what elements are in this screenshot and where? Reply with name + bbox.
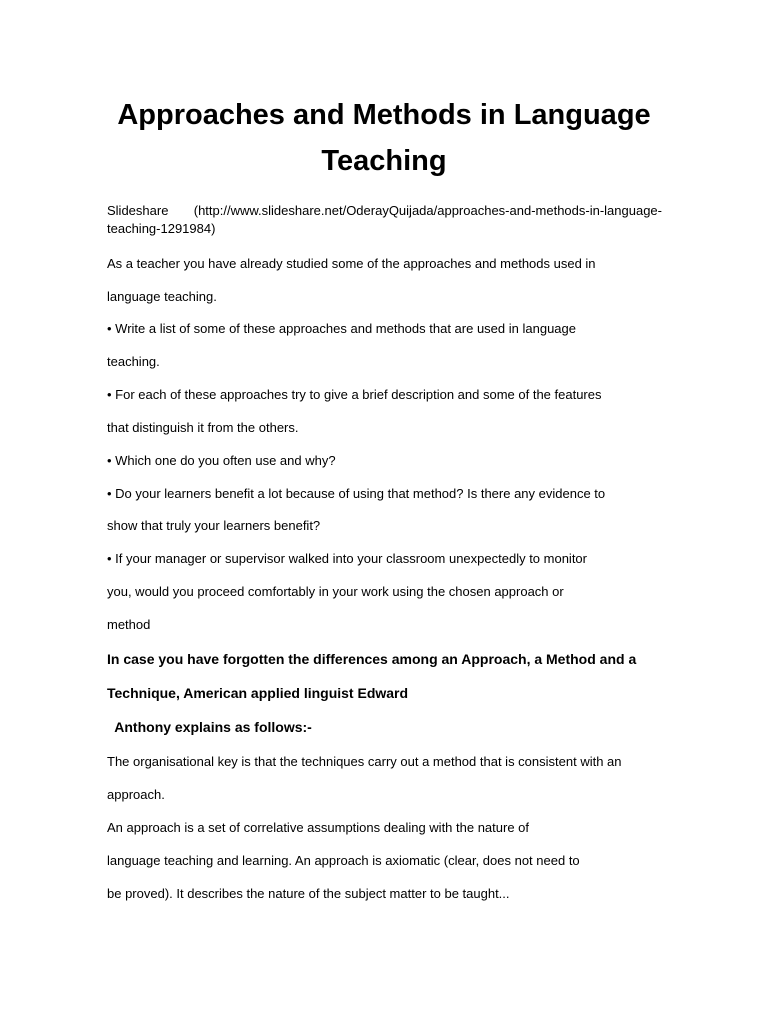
page-title: Approaches and Methods in Language Teaching [117, 99, 651, 177]
intro-line: language teaching. [107, 289, 217, 304]
bullet-line: show that truly your learners benefit? [107, 518, 321, 533]
intro-line: As a teacher you have already studied some of the approaches and methods used in [107, 256, 596, 271]
bullet-line: method [107, 617, 151, 632]
heading-line: In case you have forgotten the differences among an Approach, a Method and a [107, 651, 637, 667]
bullet-line: • Which one do you often use and why? [107, 453, 336, 468]
body-line: The organisational key is that the techniques carry out a method that is consistent with an [107, 754, 622, 769]
source-label: Slideshare [107, 203, 169, 218]
source-citation-row [107, 202, 662, 220]
body-line: approach. [107, 787, 165, 802]
bullet-line: • If your manager or supervisor walked into your classroom unexpectedly to monitor [107, 551, 587, 566]
bullet-line: • For each of these approaches try to give a brief description and some of the features [107, 387, 602, 402]
bullet-line: • Do your learners benefit a lot because of using that method? Is there any evidence to [107, 486, 606, 501]
source-url-line1: (http://www.slideshare.net/OderayQuijada/approaches-and-methods-in-language- [193, 203, 662, 218]
bullet-line: you, would you proceed comfortably in your work using the chosen approach or [107, 584, 564, 599]
bullet-line: that distinguish it from the others. [107, 420, 299, 435]
body-line: be proved). It describes the nature of the subject matter to be taught... [107, 886, 510, 901]
heading-line: Anthony explains as follows:- [107, 719, 312, 735]
body-line: language teaching and learning. An approach is axiomatic (clear, does not need to [107, 853, 580, 868]
heading-line: Technique, American applied linguist Edward [107, 685, 409, 701]
source-url-line2: teaching-1291984) [107, 221, 216, 236]
bullet-line: • Write a list of some of these approaches and methods that are used in language [107, 321, 576, 336]
body-line: An approach is a set of correlative assumptions dealing with the nature of [107, 820, 530, 835]
source-citation [107, 202, 662, 238]
bullet-line: teaching. [107, 354, 160, 369]
